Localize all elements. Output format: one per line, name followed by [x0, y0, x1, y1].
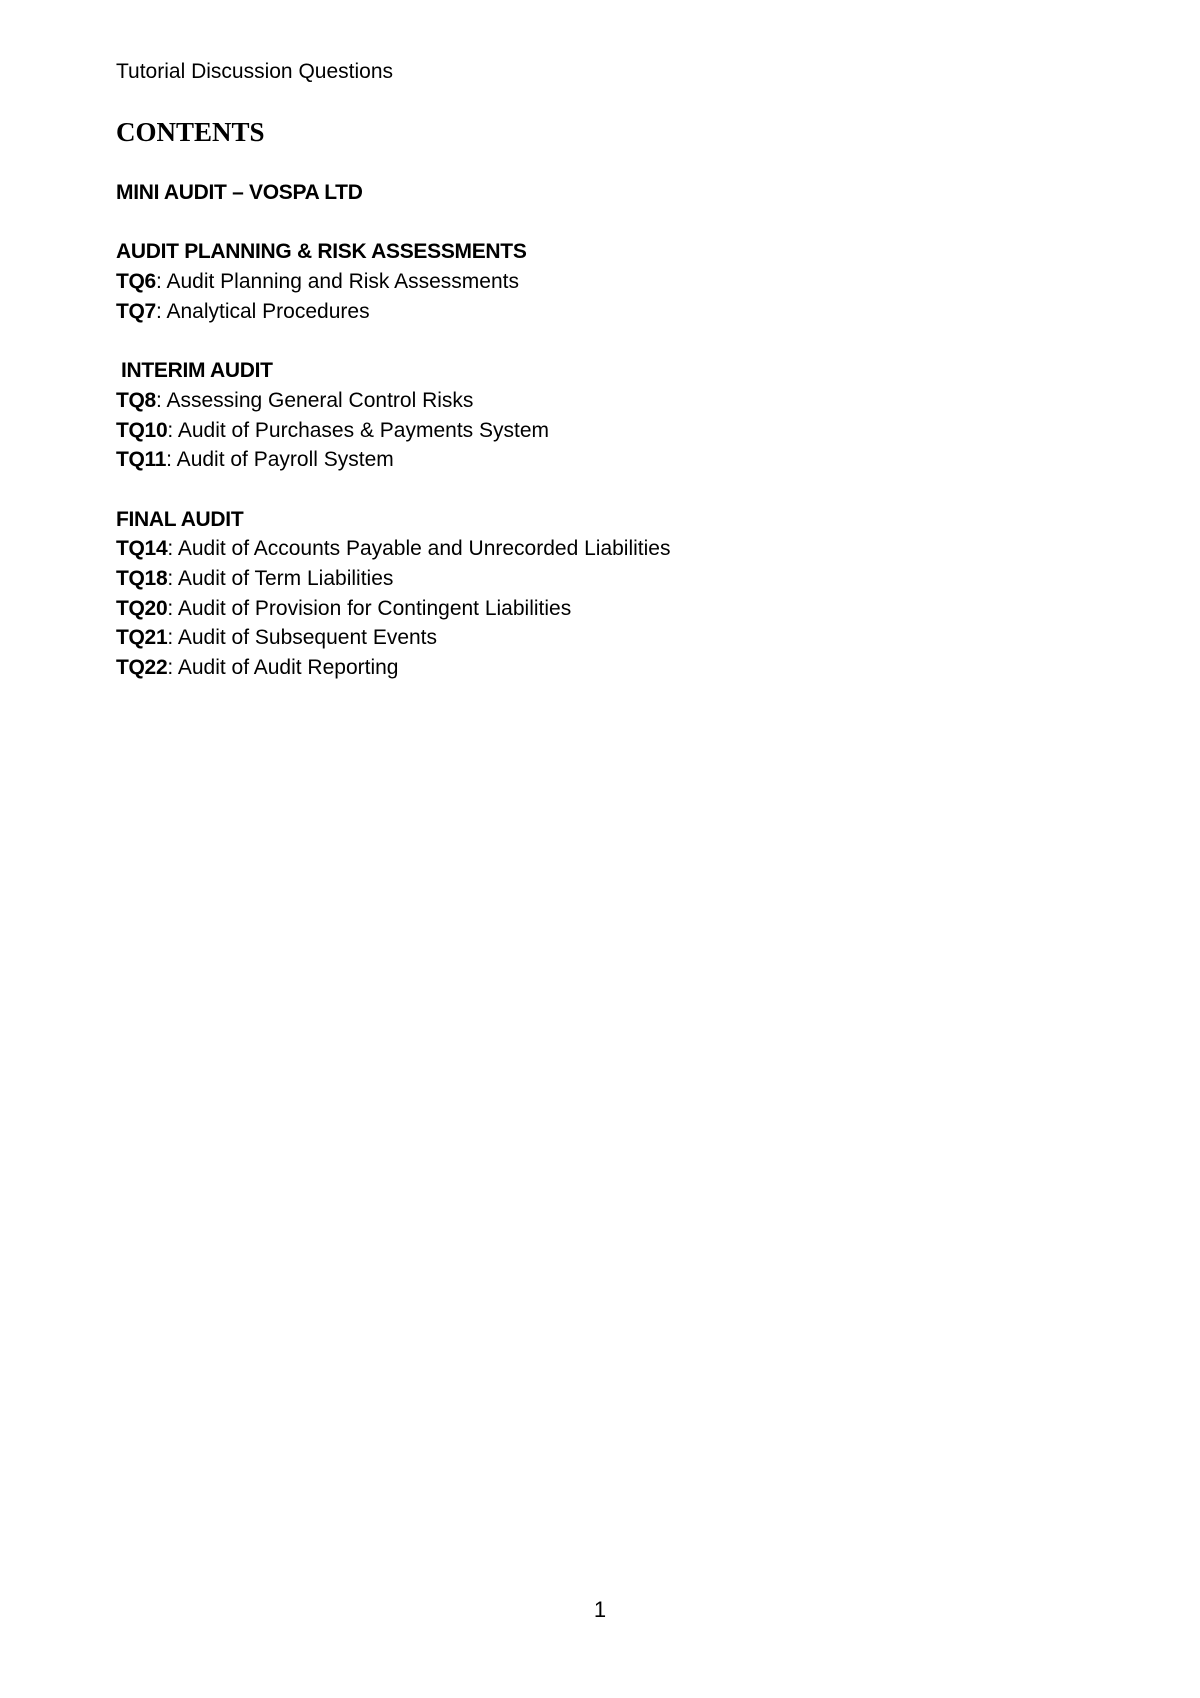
toc-entry-code: TQ21 [116, 626, 168, 650]
toc-entry-title: : Audit of Accounts Payable and Unrecorded Liabilities [167, 537, 671, 561]
toc-entry-tq18 [116, 564, 1076, 594]
table-of-contents [116, 178, 1076, 683]
toc-entry-code: TQ18 [116, 566, 168, 590]
toc-entry-code: TQ6 [116, 270, 156, 294]
toc-entry-title: : Audit of Purchases & Payments System [167, 418, 549, 442]
toc-entry-title: : Audit of Provision for Contingent Liabilities [167, 596, 572, 620]
spacer [116, 326, 1076, 356]
contents-title: CONTENTS [116, 117, 265, 147]
toc-entry-title: : Assessing General Control Risks [155, 388, 474, 412]
toc-entry-tq14 [116, 534, 1076, 564]
page-number: 1 [593, 1597, 607, 1622]
toc-entry-tq22 [116, 653, 1076, 683]
toc-entry-title: : Audit of Payroll System [166, 448, 394, 472]
toc-entry-tq10 [116, 416, 1076, 446]
toc-entry-code: TQ10 [116, 418, 168, 442]
mini-audit-heading: MINI AUDIT – VOSPA LTD [116, 181, 363, 204]
toc-entry-title: : Audit Planning and Risk Assessments [155, 270, 519, 294]
toc-entry-title: : Audit of Audit Reporting [167, 656, 399, 679]
section-heading-audit-planning: AUDIT PLANNING & RISK ASSESSMENTS [116, 240, 527, 264]
toc-entry-code: TQ8 [116, 388, 156, 412]
spacer [116, 208, 1076, 238]
section-heading-final-audit: FINAL AUDIT [116, 507, 244, 531]
toc-entry-tq7 [116, 297, 1076, 327]
toc-entry-title: : Audit of Term Liabilities [167, 566, 394, 590]
toc-entry-title: : Analytical Procedures [155, 299, 370, 323]
toc-entry-tq11 [116, 445, 1076, 475]
toc-entry-tq8 [116, 386, 1076, 416]
running-header: Tutorial Discussion Questions [116, 60, 393, 83]
toc-entry-code: TQ7 [116, 299, 156, 323]
toc-entry-title: : Audit of Subsequent Events [167, 626, 438, 650]
toc-entry-tq21 [116, 623, 1076, 653]
toc-entry-code: TQ20 [116, 596, 168, 620]
section-heading-interim-audit: INTERIM AUDIT [121, 359, 273, 383]
spacer [116, 475, 1076, 505]
toc-entry-tq6 [116, 267, 1076, 297]
toc-entry-code: TQ11 [116, 448, 167, 472]
toc-entry-tq20 [116, 594, 1076, 624]
toc-entry-code: TQ22 [116, 656, 168, 679]
toc-entry-code: TQ14 [116, 537, 168, 561]
